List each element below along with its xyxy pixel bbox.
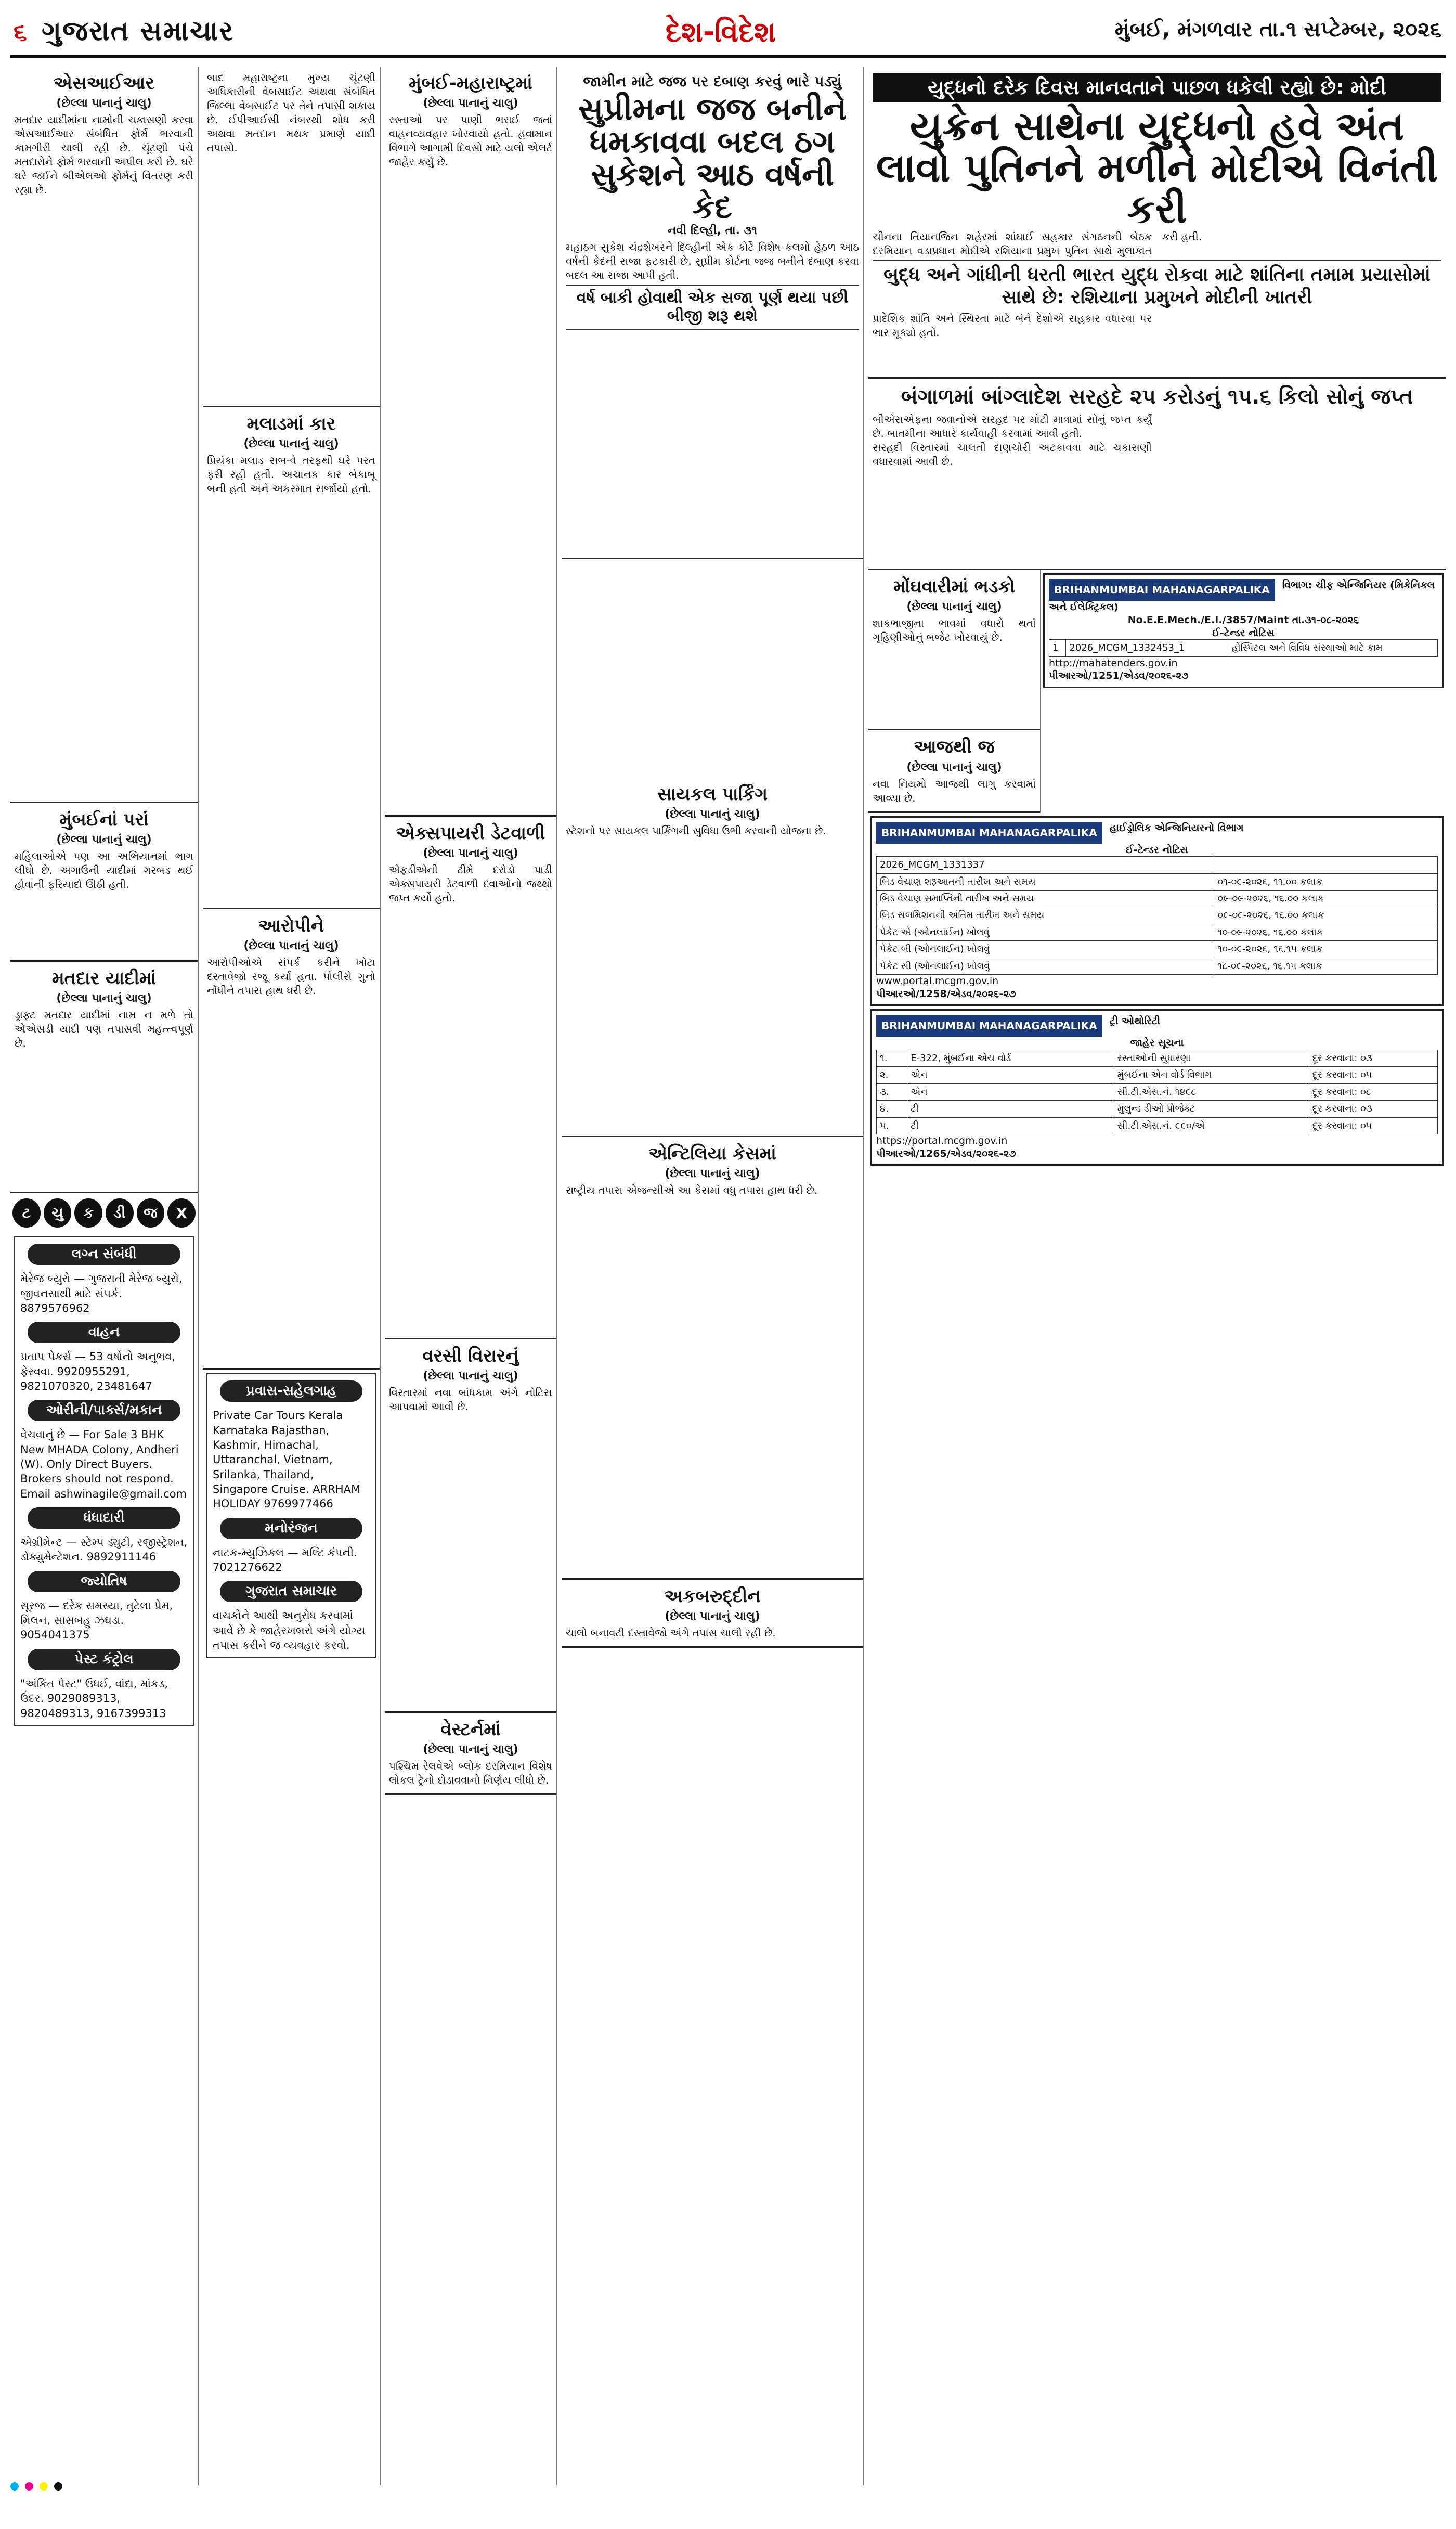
- lead-story-modi: [868, 67, 1446, 379]
- table-cell: ૪.: [877, 1101, 907, 1117]
- table-cell: ૦૧-૦૯-૨૦૨૬, ૧૧.૦૦ કલાક: [1214, 873, 1438, 890]
- article-headline: મતદાર યાદીમાં: [51, 968, 157, 989]
- article-headline: વરસી વિરારનું: [422, 1346, 519, 1367]
- table-cell: હોસ્પિટલ અને વિવિધ સંસ્થાઓ માટે કામ: [1228, 640, 1438, 656]
- spacer: [15, 892, 193, 954]
- table-cell: એન: [907, 1067, 1114, 1083]
- article-from-today: [868, 730, 1040, 812]
- article-virar: [385, 1339, 556, 1713]
- article-headline: આરોપીને: [258, 915, 324, 937]
- continued-label: (છેલ્લા પાનાનું ચાલુ): [423, 1743, 518, 1757]
- continued-label: (છેલ્લા પાનાનું ચાલુ): [906, 600, 1002, 614]
- table-row: [877, 873, 1438, 890]
- tender-pro-number: પીઆરઓ/1251/એડવ/૨૦૨૬-૨૭: [1049, 670, 1189, 682]
- spacer: [566, 838, 859, 1129]
- continued-label: (છેલ્લા પાનાનું ચાલુ): [56, 992, 152, 1005]
- table-cell: 1: [1049, 640, 1066, 656]
- table-cell: ૧.: [877, 1050, 907, 1067]
- continued-label: (છેલ્લા પાનાનું ચાલુ): [665, 1167, 760, 1181]
- table-row: [877, 1083, 1438, 1100]
- tender-table: [876, 1050, 1438, 1134]
- continued-label: (છેલ્લા પાનાનું ચાલુ): [423, 97, 518, 110]
- table-row: [877, 907, 1438, 924]
- tender-dept: ટ્રી ઓથોરિટી: [1109, 1015, 1161, 1027]
- article-akbaruddin: [562, 1580, 863, 1648]
- tender-website-link[interactable]: http://mahatenders.gov.in: [1049, 657, 1178, 669]
- spacer: [389, 1414, 552, 1705]
- table-row: [877, 924, 1438, 940]
- article-body: આરોપીઓએ સંપર્ક કરીને ખોટા દસ્તાવેજો રજૂ કર્યા હતા. પોલીસે ગુનો નોંધીને તપાસ હાથ ધરી છે.: [207, 956, 375, 997]
- article-body: શાકભાજીના ભાવમાં વધારો થતાં ગૃહિણીઓનું બજેટ ખોરવાયું છે.: [873, 617, 1036, 644]
- article-headline: આજથી જ: [914, 737, 995, 758]
- table-cell: મુંબઈના એન વોર્ડ વિભાગ: [1114, 1067, 1309, 1083]
- article-mumbai: [385, 67, 556, 817]
- classified-category: પ્રવાસ-સહેલગાહ: [220, 1380, 362, 1402]
- article-body: પ્રાદેશિક શાંતિ અને સ્થિરતા માટે બંને દેશોએ સહકાર વધારવા પર ભાર મૂક્યો હતો.: [873, 312, 1152, 339]
- bmc-logo: BRIHANMUMBAI MAHANAGARPALIKA: [876, 1015, 1102, 1037]
- article-body: પશ્ચિમ રેલવેએ બ્લોક દરમિયાન વિશેષ લોકલ ટ્રેનો દોડાવવાનો નિર્ણય લીધો છે.: [389, 1760, 552, 1787]
- table-row: [877, 1117, 1438, 1134]
- table-cell: પેકેટ સી (ઓનલાઈન) ખોલવું: [877, 958, 1214, 974]
- black-dot: [54, 2482, 62, 2491]
- bmc-logo: BRIHANMUMBAI MAHANAGARPALIKA: [876, 822, 1102, 844]
- story-kicker: જામીન માટે જજ પર દબાણ કરવું ભારે પડ્યું: [583, 73, 842, 90]
- letter-badge: ટ: [12, 1198, 41, 1228]
- article-suburbs: [10, 803, 198, 962]
- classified-text: "અંકિત પેસ્ટ" ઉધઈ, વાંદા, માંકડ, ઉંદર. 9029089313, 9820489313, 9167399313: [20, 1677, 168, 1720]
- article-headline: મુંબઈ-મહારાષ્ટ્રમાં: [409, 73, 532, 94]
- article-headline: એક્સપાયરી ડેટવાળી: [396, 823, 545, 844]
- tender-ref: No.E.E.Mech./E.I./3857/Maint તા.૩૧-૦૮-૨૦૨૬: [1127, 614, 1359, 626]
- continued-label: (છેલ્લા પાનાનું ચાલુ): [56, 833, 152, 847]
- tender-notice-3: [870, 1009, 1444, 1166]
- table-row: [877, 1067, 1438, 1083]
- classified-category: ગુજરાત સમાચાર: [220, 1581, 362, 1602]
- continued-label: (છેલ્લા પાનાનું ચાલુ): [243, 437, 339, 451]
- story-subhead: બુદ્ધ અને ગાંધીની ધરતી ભારત યુદ્ધ રોકવા માટે શાંતિના તમામ પ્રયાસોમાં સાથે છે: રશિયાના પ્રમુખને મોદીની ખાતરી: [873, 260, 1441, 308]
- continued-label: (છેલ્લા પાનાનું ચાલુ): [665, 1610, 760, 1623]
- article-body: ચીનના તિયાનજિન શહેરમાં શાંઘાઈ સહકાર સંગઠનની બેઠક દરમિયાન વડાપ્રધાન મોદીએ રશિયાના પ્રમુખ પુતિન સાથે મુલાકાત કરી હતી.: [873, 230, 1202, 257]
- table-cell: દૂર કરવાના: ૦૫: [1309, 1117, 1437, 1134]
- page-number: ૬: [14, 18, 27, 46]
- story-subhead: વર્ષ બાકી હોવાથી એક સજા પૂર્ણ થયા પછી બીજી શરૂ થશે: [566, 285, 859, 330]
- article-headline: એન્ટિલિયા કેસમાં: [648, 1143, 776, 1164]
- letter-badge: X: [167, 1198, 196, 1228]
- table-row: [877, 941, 1438, 958]
- tender-dept: હાઈડ્રોલિક એન્જિનિયરનો વિભાગ: [1109, 822, 1244, 834]
- spacer: [566, 1197, 859, 1572]
- table-cell: ૩.: [877, 1083, 907, 1100]
- article-headline: એસઆઈઆર: [54, 73, 154, 94]
- article-headline: બંગાળમાં બાંગ્લાદેશ સરહદે ૨૫ કરોડનું ૧૫.૬ કિલો સોનું જપ્ત: [901, 385, 1413, 409]
- table-cell: બિડ વેચાણ શરૂઆતની તારીખ અને સમય: [877, 873, 1214, 890]
- article-expiry: [385, 817, 556, 1339]
- magenta-dot: [25, 2482, 33, 2491]
- tender-table: [1049, 639, 1438, 656]
- table-cell: ૧૦-૦૯-૨૦૨૬, ૧૬.૧૫ કલાક: [1214, 941, 1438, 958]
- table-cell: પેકેટ એ (ઓનલાઈન) ખોલવું: [877, 924, 1214, 940]
- classified-category: વાહન: [28, 1322, 180, 1343]
- classified-category: પેસ્ટ કંટ્રોલ: [28, 1649, 180, 1670]
- column-1: [10, 67, 199, 2485]
- print-registration-marks: [10, 2482, 1446, 2493]
- tender-dept: વિભાગ: ચીફ એન્જિનિયર (મિકેનિકલ અને ઈલેક્ટ્રિકલ): [1049, 579, 1435, 613]
- yellow-dot: [40, 2482, 48, 2491]
- article-accused: [203, 909, 380, 1370]
- tender-notice-2: [870, 816, 1444, 1007]
- article-headline: વેસ્ટર્નમાં: [440, 1719, 501, 1740]
- table-cell: ૦૯-૦૯-૨૦૨૬, ૧૬.૦૦ કલાક: [1214, 891, 1438, 907]
- classified-letters: [10, 1193, 198, 1233]
- article-body: સ્ટેશનો પર સાયકલ પાર્કિંગની સુવિધા ઉભી કરવાની યોજના છે.: [566, 824, 826, 837]
- continued-label: (છેલ્લા પાનાનું ચાલુ): [243, 939, 339, 953]
- table-row: [877, 1101, 1438, 1117]
- classified-text: સૂરજ — દરેક સમસ્યા, તુટેલા પ્રેમ, મિલન, સાસબહુ ઝઘડા. 9054041375: [20, 1599, 173, 1642]
- classified-box-2: [206, 1373, 376, 1658]
- article-antilia: [562, 1137, 863, 1580]
- lower-left-column: [868, 570, 1041, 812]
- column-4: [562, 67, 864, 2485]
- table-cell: દૂર કરવાના: ૦૩: [1309, 1050, 1437, 1067]
- table-cell: ટી: [907, 1117, 1114, 1134]
- tender-website-link[interactable]: www.portal.mcgm.gov.in: [876, 975, 999, 987]
- article-cycle-parking: [562, 778, 863, 1137]
- table-row: [1049, 640, 1438, 656]
- tender-area: [1041, 570, 1446, 812]
- article-body: એફડીએની ટીમે દરોડો પાડી એક્સપાયરી ડેટવાળી દવાઓનો જથ્થો જપ્ત કર્યો હતો.: [389, 863, 552, 905]
- article-headline: સાયકલ પાર્કિંગ: [657, 783, 768, 805]
- tender-pro-number: પીઆરઓ/1258/એડવ/૨૦૨૬-૨૭: [876, 988, 1016, 1000]
- column-3: [385, 67, 557, 2485]
- article-headline: અકબરુદ્દીન: [664, 1586, 761, 1607]
- spacer: [15, 1050, 193, 1185]
- continued-label: (છેલ્લા પાનાનું ચાલુ): [906, 760, 1002, 774]
- article-body-filler: [15, 197, 193, 795]
- table-row: [877, 857, 1438, 873]
- lower-section: [868, 570, 1446, 812]
- article-body: ડ્રાફ્ટ મતદાર યાદીમાં નામ ન મળે તો એએસડી યાદી પણ તપાસવી મહત્ત્વપૂર્ણ છે.: [15, 1009, 193, 1050]
- story-headline: સુપ્રીમના જજ બનીને ધમકાવવા બદલ ઠગ સુકેશને આઠ વર્ષની કેદ: [578, 91, 847, 226]
- classified-text: મેરેજ બ્યુરો — ગુજરાતી મેરેજ બ્યુરો, જીવનસાથી માટે સંપર્ક. 8879576962: [20, 1272, 183, 1315]
- tender-website-link[interactable]: https://portal.mcgm.gov.in: [876, 1135, 1008, 1146]
- article-body: નવા નિયમો આજથી લાગુ કરવામાં આવ્યા છે.: [873, 777, 1036, 804]
- article-body: બાદ મહારાષ્ટ્રના મુખ્ય ચૂંટણી અધિકારીની વેબસાઈટ અથવા સંબંધિત જિલ્લા વેબસાઈટ પર તેને તપાસી શકાય છે. ઈપીઆઈસી નંબરથી શોધ કરી અથવા મતદાન મથક પ્રમાણે યાદી તપાસો.: [207, 71, 375, 154]
- article-western: [385, 1713, 556, 1795]
- classified-category: ધંધાદારી: [28, 1507, 180, 1529]
- bmc-logo: BRIHANMUMBAI MAHANAGARPALIKA: [1049, 579, 1275, 601]
- table-cell: ટી: [907, 1101, 1114, 1117]
- classified-text: Private Car Tours Kerala Karnataka Rajasthan, Kashmir, Himachal, Uttaranchal, Vietnam, Srilanka, Thailand, Singapore Cruise. ARRHAM HOLIDAY 9769977466: [213, 1409, 361, 1511]
- article-continued: [203, 67, 380, 407]
- continued-label: (છેલ્લા પાનાનું ચાલુ): [56, 97, 152, 110]
- letter-badge: જ: [137, 1198, 165, 1228]
- table-cell: બિડ સબમિશનની અંતિમ તારીખ અને સમય: [877, 907, 1214, 924]
- table-cell: 2026_MCGM_1332453_1: [1066, 640, 1228, 656]
- tender-title: જાહેર સૂચના: [1130, 1037, 1184, 1049]
- spacer: [389, 905, 552, 1332]
- table-cell: રસ્તાઓની સુધારણા: [1114, 1050, 1309, 1067]
- table-cell: દૂર કરવાના: ૦૫: [1309, 1067, 1437, 1083]
- table-cell: સી.ટી.એસ.નં. ૯૯૦/એ: [1114, 1117, 1309, 1134]
- table-cell: સી.ટી.એસ.નં. ૧૪૯૮: [1114, 1083, 1309, 1100]
- letter-badge: ડી: [106, 1198, 134, 1228]
- article-headline: મોંઘવારીમાં ભડકો: [893, 576, 1016, 598]
- classified-category: લગ્ન સંબંધી: [28, 1244, 180, 1265]
- article-sir: [10, 67, 198, 803]
- story-headline: યુક્રેન સાથેના યુદ્ધનો હવે અંત લાવો પુતિનને મળીને મોદીએ વિનંતી કરી: [876, 102, 1438, 233]
- article-malad: [203, 407, 380, 909]
- table-cell: ૧૦-૦૯-૨૦૨૬, ૧૬.૦૦ કલાક: [1214, 924, 1438, 940]
- article-inflation: [868, 570, 1040, 730]
- continued-label: (છેલ્લા પાનાનું ચાલુ): [423, 847, 518, 860]
- classified-text: વેચવાનું છે — For Sale 3 BHK New MHADA Colony, Andheri (W). Only Direct Buyers. Brokers should not respond. Email ashwinagile@gmail.com: [20, 1428, 187, 1500]
- spacer: [873, 644, 1036, 722]
- spacer: [207, 998, 375, 1362]
- spacer: [389, 169, 552, 809]
- article-body: ચાલો બનાવટી દસ્તાવેજો અંગે તપાસ ચાલી રહી છે.: [566, 1627, 776, 1640]
- table-cell: બિડ વેચાણ સમાપ્તિની તારીખ અને સમય: [877, 891, 1214, 907]
- section-title: દેશ-વિદેશ: [666, 16, 776, 48]
- tender-notice-1: [1043, 573, 1444, 688]
- dateline: નવી દિલ્હી, તા. ૩૧: [667, 224, 758, 238]
- spacer: [873, 469, 1441, 562]
- classified-category: મનોરંજન: [220, 1518, 362, 1539]
- article-voter-list: [10, 962, 198, 1193]
- article-body: બીએસએફના જવાનોએ સરહદ પર મોટી માત્રામાં સોનું જપ્ત કર્યું છે. બાતમીના આધારે કાર્યવાહી કરવામાં આવી હતી.: [873, 413, 1152, 440]
- classified-box: [14, 1236, 194, 1726]
- color-dots: [10, 2482, 1446, 2491]
- continued-label: (છેલ્લા પાનાનું ચાલુ): [665, 807, 760, 821]
- table-row: [877, 891, 1438, 907]
- table-cell: ૦૯-૦૯-૨૦૨૬, ૧૬.૦૦ કલાક: [1214, 907, 1438, 924]
- article-headline: મલાડમાં કાર: [246, 414, 336, 434]
- classified-text: એગ્રીમેન્ટ — સ્ટેમ્પ ડ્યુટી, રજીસ્ટ્રેશન, ડોક્યુમેન્ટેશન. 9892911146: [20, 1536, 188, 1564]
- paper-name: ગુજરાત સમાચાર: [42, 16, 235, 47]
- table-cell: મુલુન્ડ ડીઓ પ્રોજેક્ટ: [1114, 1101, 1309, 1117]
- lead-story-sukesh: [562, 67, 863, 559]
- table-cell: પેકેટ બી (ઓનલાઈન) ખોલવું: [877, 941, 1214, 958]
- spacer: [566, 333, 859, 551]
- table-cell: દૂર કરવાના: ૦૩: [1309, 1101, 1437, 1117]
- tender-pro-number: પીઆરઓ/1265/એડવ/૨૦૨૬-૨૭: [876, 1147, 1016, 1159]
- letter-badge: ક: [74, 1198, 102, 1228]
- article-body: મહાઠગ સુકેશ ચંદ્રશેખરને દિલ્હીની એક કોર્ટે વિશેષ કલમો હેઠળ આઠ વર્ષની કેદની સજા ફટકારી છે. સુપ્રીમ કોર્ટના જજ બનીને દબાણ કરવા બદલ આ સજા આપી હતી.: [566, 241, 859, 282]
- table-cell: દૂર કરવાના: ૦૮: [1309, 1083, 1437, 1100]
- table-cell: E-322, મુંબઈના એચ વોર્ડ: [907, 1050, 1114, 1067]
- tender-title: ઈ-ટેન્ડર નોટિસ: [1212, 627, 1275, 639]
- table-cell: ૧૮-૦૯-૨૦૨૬, ૧૬.૧૫ કલાક: [1214, 958, 1438, 974]
- table-cell: એન: [907, 1083, 1114, 1100]
- table-cell: ૫.: [877, 1117, 907, 1134]
- table-cell: ૨.: [877, 1067, 907, 1083]
- classified-text: પ્રતાપ પેકર્સ — 53 વર્ષોનો અનુભવ, ફેરવવા. 9920955291, 9821070320, 23481647: [20, 1350, 176, 1393]
- article-body: મહિલાઓએ પણ આ અભિયાનમાં ભાગ લીધો છે. અગાઉની યાદીમાં ગરબડ થઈ હોવાની ફરિયાદો ઊઠી હતી.: [15, 850, 193, 891]
- article-gold-seizure: [868, 379, 1446, 570]
- column-5: [868, 67, 1446, 2485]
- spacer: [207, 496, 375, 901]
- tender-title: ઈ-ટેન્ડર નોટિસ: [1126, 844, 1188, 856]
- table-row: [877, 958, 1438, 974]
- article-body: રાષ્ટ્રીય તપાસ એજન્સીએ આ કેસમાં વધુ તપાસ હાથ ધરી છે.: [566, 1184, 818, 1197]
- edition-date: મુંબઈ, મંગળવાર તા.૧ સપ્ટેમ્બર, ૨૦૨૬: [1114, 18, 1441, 42]
- classified-text: નાટક-મ્યુઝિકલ — મલ્ટિ કંપની. 7021276622: [213, 1546, 357, 1573]
- article-body: વિસ્તારમાં નવા બાંધકામ અંગે નોટિસ આપવામાં આવી છે.: [389, 1386, 552, 1413]
- cyan-dot: [10, 2482, 19, 2491]
- classified-text: વાચકોને આથી અનુરોધ કરવામાં આવે છે કે જાહેરખબરો અંગે યોગ્ય તપાસ કરીને જ વ્યવહાર કરવો.: [213, 1609, 366, 1651]
- story-kicker: યુદ્ધનો દરેક દિવસ માનવતાને પાછળ ધકેલી રહ્યો છે: મોદી: [873, 73, 1441, 102]
- article-headline: મુંબઈનાં પરાં: [59, 809, 149, 831]
- letter-badge: ચુ: [44, 1198, 72, 1228]
- masthead: [10, 10, 1446, 58]
- spacer: [873, 340, 1441, 371]
- continued-label: (છેલ્લા પાનાનું ચાલુ): [423, 1370, 518, 1383]
- table-row: [877, 1050, 1438, 1067]
- article-body: મતદાર યાદીમાંના નામોની ચકાસણી કરવા એસઆઈઆર સંબંધિત ફોર્મ ભરવાની કામગીરી ચાલી રહી છે. ચૂંટણી પંચે મતદારોને ફોર્મ ભરવાની અપીલ કરી છે. ઘરે ઘરે જઈને બીએલઓ ફોર્મનું વિતરણ કરી રહ્યા છે.: [15, 113, 193, 197]
- column-2: [203, 67, 381, 2485]
- article-body: રસ્તાઓ પર પાણી ભરાઈ જતાં વાહનવ્યવહાર ખોરવાયો હતો. હવામાન વિભાગે આગામી દિવસો માટે યલો એલર્ટ જાહેર કર્યું છે.: [389, 113, 552, 169]
- article-body: પ્રિયંકા મલાડ સબ-વે તરફથી ઘરે પરત ફરી રહી હતી. અચાનક કાર બેકાબૂ બની હતી અને અકસ્માત સર્જાયો હતો.: [207, 454, 375, 495]
- classified-category: જ્યોતિષ: [28, 1571, 180, 1592]
- tender-table: [876, 856, 1438, 975]
- article-body: સરહદી વિસ્તારમાં ચાલતી દાણચોરી અટકાવવા માટે ચકાસણી વધારવામાં આવી છે.: [873, 441, 1152, 468]
- spacer: [207, 155, 375, 399]
- table-cell: 2026_MCGM_1331337: [877, 857, 1214, 873]
- classified-category: ઓરીની/પાર્ક્સ/મકાન: [28, 1400, 180, 1421]
